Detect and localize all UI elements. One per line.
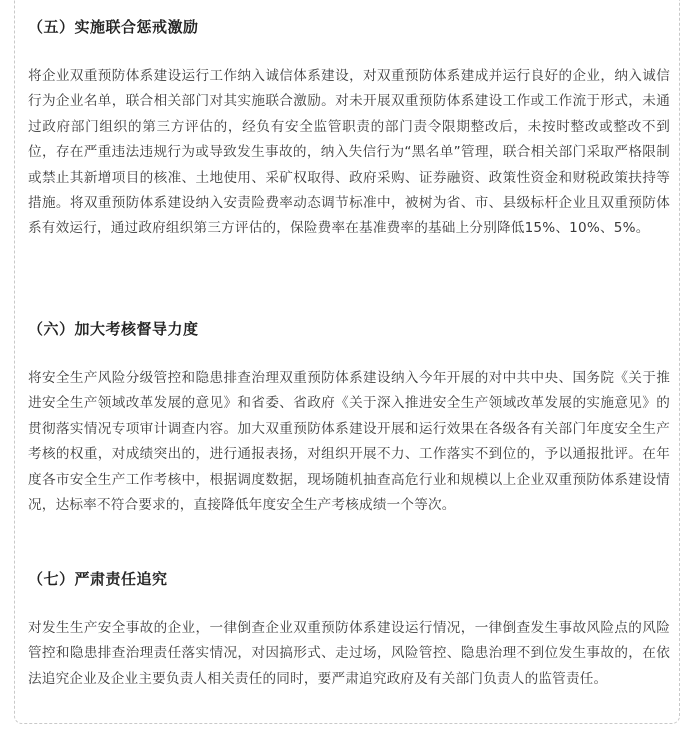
section-heading: （七）严肃责任追究 — [28, 570, 168, 588]
section-7 — [28, 568, 670, 692]
section-heading: （五）实施联合惩戒激励 — [28, 18, 199, 36]
section-paragraph: 将安全生产风险分级管控和隐患排查治理双重预防体系建设纳入今年开展的对中共中央、国务院《关于推进安全生产领域改革发展的意见》和省委、省政府《关于深入推进安全生产领域改革发展的实施意见》的贯彻落实情况专项审计调查内容。加大双重预防体系建设开展和运行效果在各级各有关部门年度安全生产考核的权重，对成绩突出的，进行通报表扬，对组织开展不力、工作落实不到位的，予以通报批评。在年度各市安全生产工作考核中，根据调度数据，现场随机抽查高危行业和规模以上企业双重预防体系建设情况，达标率不符合要求的，直接降低年度安全生产考核成绩一个等次。 — [28, 370, 670, 514]
section-paragraph: 对发生生产安全事故的企业，一律倒查企业双重预防体系建设运行情况，一律倒查发生事故风险点的风险管控和隐患排查治理责任落实情况，对因搞形式、走过场，风险管控、隐患治理不到位发生事故的，在依法追究企业及企业主要负责人相关责任的同时，要严肃追究政府及有关部门负责人的监管责任。 — [28, 620, 670, 687]
section-6 — [28, 318, 670, 518]
section-paragraph: 将企业双重预防体系建设运行工作纳入诚信体系建设，对双重预防体系建成并运行良好的企业，纳入诚信行为企业名单，联合相关部门对其实施联合激励。对未开展双重预防体系建设工作或工作流于形式，未通过政府部门组织的第三方评估的，经负有安全监管职责的部门责令限期整改后，未按时整改或整改不到位，存在严重违法违规行为或导致发生事故的，纳入失信行为“黑名单”管理，联合相关部门采取严格限制或禁止其新增项目的核准、土地使用、采矿权取得、政府采购、证券融资、政策性资金和财税政策扶持等措施。将双重预防体系建设纳入安责险费率动态调节标准中，被树为省、市、县级标杆企业且双重预防体系有效运行，通过政府组织第三方评估的，保险费率在基准费率的基础上分别降低15%、10%、5%。 — [28, 68, 670, 237]
section-5 — [28, 16, 670, 242]
section-heading: （六）加大考核督导力度 — [28, 320, 199, 338]
